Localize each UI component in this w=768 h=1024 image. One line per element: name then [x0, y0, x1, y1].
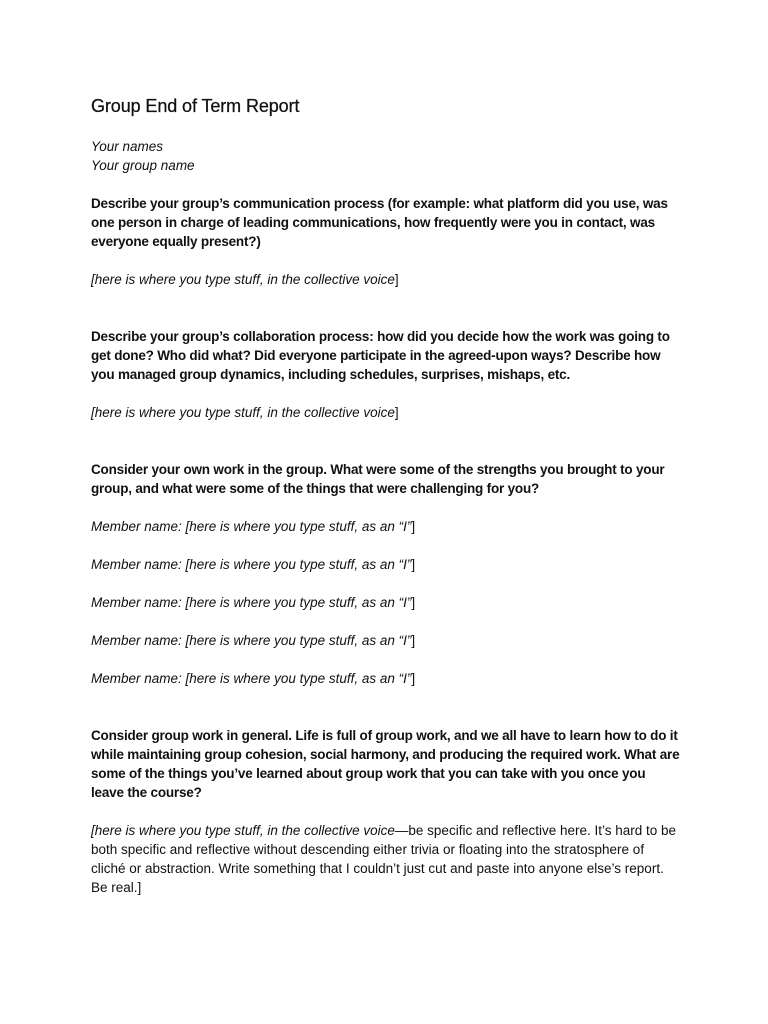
- answer-placeholder-italic: [here is where you type stuff, in the collective voice: [91, 405, 395, 420]
- names-placeholder: Your names: [91, 139, 164, 154]
- question-own-work: Consider your own work in the group. What were some of the strengths you brought to your group, and what were some of the things that were challenging for you?: [91, 462, 665, 496]
- member-answer-1: [91, 517, 681, 536]
- answer-collaboration: [91, 403, 681, 422]
- document-title: Group End of Term Report: [91, 96, 300, 116]
- document-meta: [91, 137, 681, 175]
- member-placeholder-plain: ]: [411, 595, 416, 610]
- member-placeholder-italic: Member name: [here is where you type stuff, as an “I”: [91, 633, 412, 648]
- member-placeholder-plain: ]: [411, 557, 416, 572]
- answer-placeholder-italic: [here is where you type stuff, in the collective voice: [91, 823, 395, 838]
- answer-instructions-text: —be specific and reflective here. It’s hard to be both specific and reflective without descending either trivia or floating into the stratosphere of cliché or abstraction. Write something that I couldn’t just cut and paste into anyone else’s report. Be real.]: [91, 823, 677, 895]
- question-group-work-general: Consider group work in general. Life is full of group work, and we all have to learn how to do it while maintaining group cohesion, social harmony, and producing the required work. What are some of the things you’ve learned about group work that you can take with you once you leave the course?: [91, 728, 680, 800]
- answer-placeholder-italic: [here is where you type stuff, in the collective voice: [91, 272, 395, 287]
- question-collaboration: Describe your group’s collaboration process: how did you decide how the work was going to get done? Who did what? Did everyone participate in the agreed-upon ways? Describe how you managed group dynamics, including schedules, surprises, mishaps, etc.: [91, 329, 670, 382]
- document-page: [91, 95, 681, 897]
- answer-communication: [91, 270, 681, 289]
- member-answer-4: [91, 631, 681, 650]
- member-placeholder-italic: Member name: [here is where you type stuff, as an “I”: [91, 671, 412, 686]
- answer-group-work-general: [91, 821, 681, 897]
- answer-placeholder-plain: ]: [394, 405, 399, 420]
- member-placeholder-italic: Member name: [here is where you type stuff, as an “I”: [91, 519, 412, 534]
- member-answer-5: [91, 669, 681, 688]
- member-answer-2: [91, 555, 681, 574]
- member-placeholder-italic: Member name: [here is where you type stuff, as an “I”: [91, 557, 412, 572]
- member-placeholder-plain: ]: [411, 519, 416, 534]
- member-answer-3: [91, 593, 681, 612]
- member-placeholder-italic: Member name: [here is where you type stuff, as an “I”: [91, 595, 412, 610]
- question-communication: Describe your group’s communication process (for example: what platform did you use, was one person in charge of leading communications, how frequently were you in contact, was everyone equally present?): [91, 196, 668, 249]
- member-placeholder-plain: ]: [411, 633, 416, 648]
- answer-placeholder-plain: ]: [394, 272, 399, 287]
- group-name-placeholder: Your group name: [91, 158, 195, 173]
- member-placeholder-plain: ]: [411, 671, 416, 686]
